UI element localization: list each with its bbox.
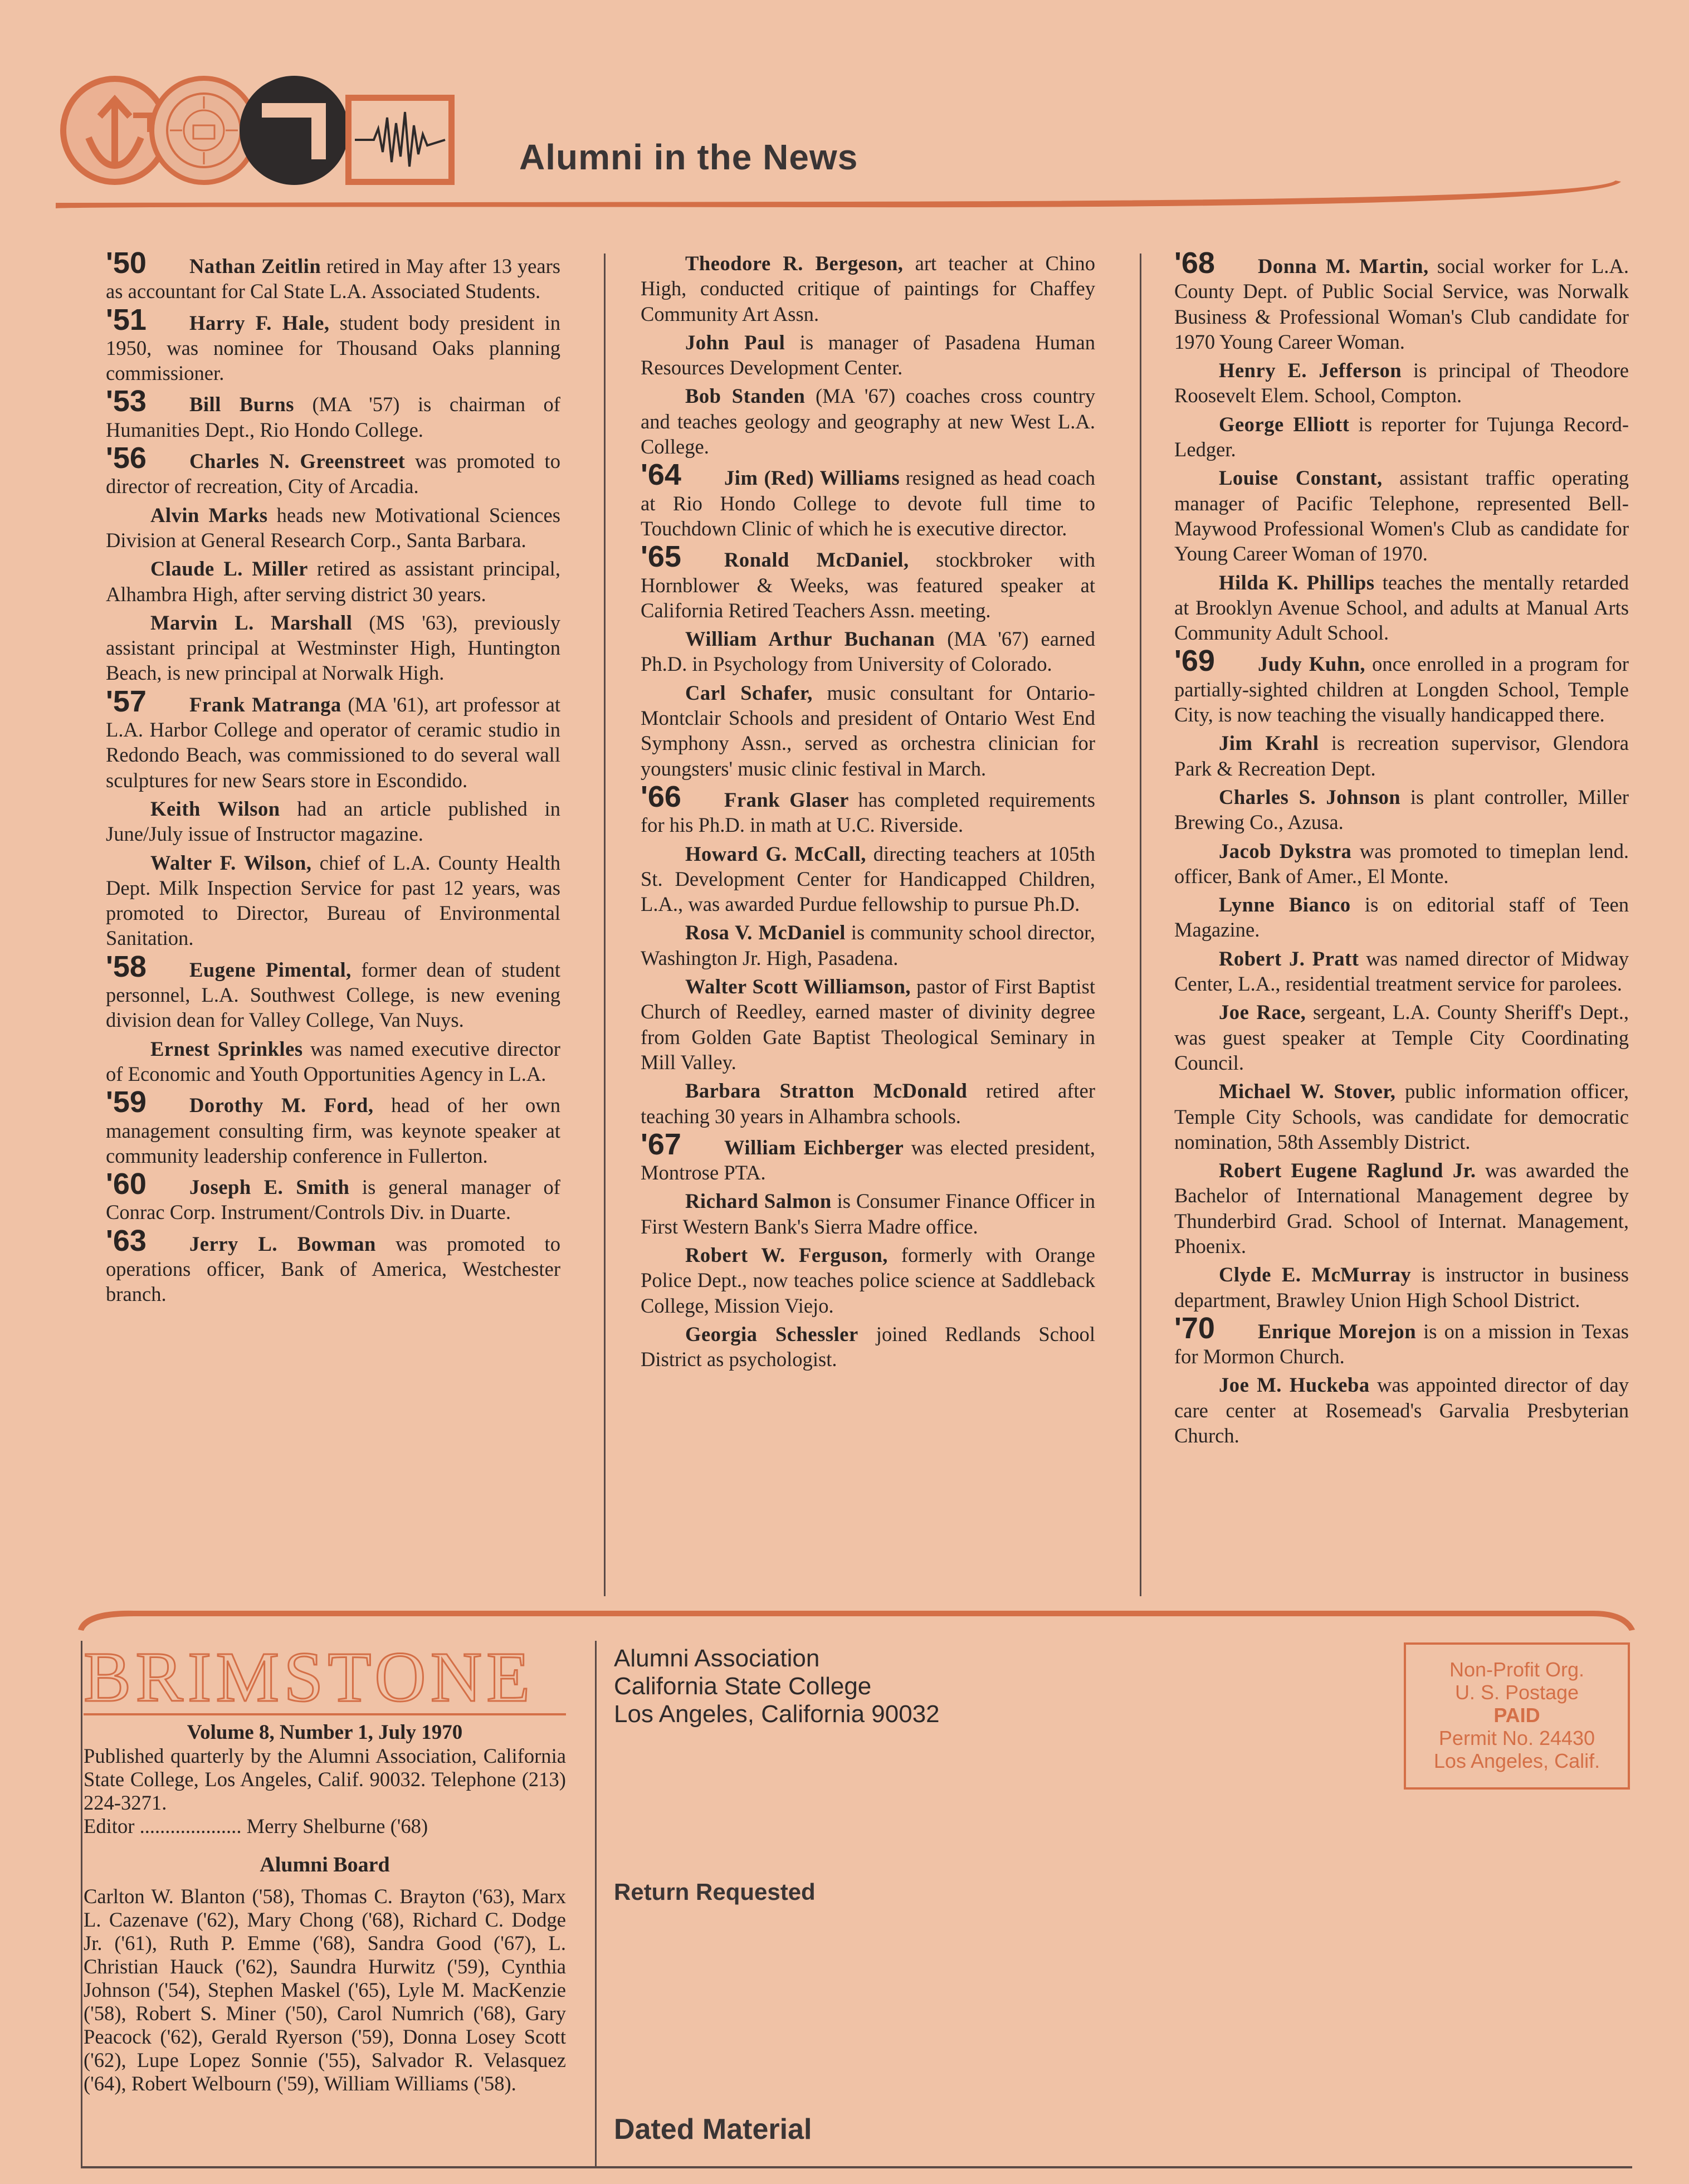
news-text: is principal of Theodore Roosevelt Elem. School, Compton.	[1174, 359, 1629, 407]
class-year: '65	[641, 540, 681, 574]
alumni-name: Charles N. Greenstreet	[189, 450, 406, 473]
news-entry	[641, 1127, 1095, 1186]
alumni-name: Bill Burns	[189, 393, 294, 416]
alumni-name: Robert J. Pratt	[1219, 947, 1359, 970]
alumni-name: Judy Kuhn,	[1258, 652, 1366, 676]
news-text: is recreation supervisor, Glendora Park & Recreation Dept.	[1174, 732, 1629, 780]
volume-line: Volume 8, Number 1, July 1970	[187, 1721, 463, 1744]
alumni-name: Charles S. Johnson	[1219, 785, 1401, 808]
news-text: was named director of Midway Center, L.A., residential treatment service for parolees.	[1174, 947, 1629, 996]
news-entry	[106, 850, 560, 951]
news-text: was awarded the Bachelor of International Management degree by Thunderbird Grad. School of Internat. Management, Phoenix.	[1174, 1159, 1629, 1257]
alumni-name: Frank Matranga	[189, 693, 341, 716]
alumni-name: Joe Race,	[1219, 1001, 1306, 1024]
news-text: is community school director, Washington Jr. High, Pasadena.	[641, 921, 1095, 969]
news-entry	[641, 626, 1095, 677]
news-columns	[106, 246, 1629, 1599]
class-year: '64	[641, 458, 681, 492]
news-text: former dean of student personnel, L.A. Southwest College, is new evening division dean for Valley College, Van Nuys.	[106, 958, 560, 1032]
news-entry	[106, 441, 560, 499]
news-text: is on editorial staff of Teen Magazine.	[1174, 893, 1629, 942]
news-text: is Consumer Finance Officer in First Western Bank's Sierra Madre office.	[641, 1190, 1095, 1238]
news-text: public information officer, Temple City Schools, was candidate for democratic nomination, 58th Assembly District.	[1174, 1080, 1629, 1153]
news-entry	[106, 1167, 560, 1225]
news-entry	[641, 841, 1095, 917]
news-entry	[1174, 1079, 1629, 1154]
news-entry	[106, 684, 560, 793]
class-year: '53	[106, 384, 147, 418]
alumni-name: William Eichberger	[724, 1135, 904, 1159]
news-entry	[106, 1223, 560, 1307]
alumni-name: Dorothy M. Ford,	[189, 1094, 374, 1117]
news-text: student body president in 1950, was nominee for Thousand Oaks planning commissioner.	[106, 311, 560, 385]
return-address-line: Alumni Association	[614, 1645, 820, 1672]
news-entry	[106, 384, 560, 442]
news-text: was elected president, Montrose PTA.	[641, 1135, 1095, 1184]
alumni-name: Frank Glaser	[724, 788, 849, 811]
alumni-name: Enrique Morejon	[1258, 1319, 1417, 1343]
alumni-name: Lynne Bianco	[1219, 893, 1351, 916]
class-year: '68	[1174, 246, 1215, 280]
alumni-name: George Elliott	[1219, 412, 1350, 436]
news-text: once enrolled in a program for partially-sighted children at Longden School, Temple City, is now teaching the visually handicapped there.	[1174, 652, 1629, 727]
alumni-name: Walter F. Wilson,	[150, 851, 312, 874]
alumni-name: Eugene Pimental,	[189, 958, 352, 981]
news-entry	[1174, 570, 1629, 646]
alumni-name: Georgia Schessler	[685, 1322, 858, 1346]
dated-material: Dated Material	[614, 2113, 812, 2146]
masthead	[84, 1637, 566, 2095]
news-entry	[641, 251, 1095, 326]
editor-line: Editor .................... Merry Shelburne ('68)	[84, 1815, 428, 1837]
postage-paid: PAID	[1493, 1704, 1540, 1727]
alumni-name: Jerry L. Bowman	[189, 1232, 376, 1255]
alumni-name: Ernest Sprinkles	[150, 1037, 303, 1060]
alumni-board-members: Carlton W. Blanton ('58), Thomas C. Brayton ('63), Marx L. Cazenave ('62), Mary Chong ('68), Richard C. Dodge Jr. ('61), Ruth P. Emme ('68), Sandra Good ('67), L. Christian Hauck ('62), Saundra Hurwitz ('59), Cynthia Johnson ('54), Stephen Maskel ('65), Lyle M. MacKenzie ('58), Robert S. Miner ('50), Carol Numrich ('68), Gary Peacock ('62), Gerald Ryerson ('59), Donna Losey Scott ('62), Lupe Lopez Sonnie ('55), Salvador R. Velasquez ('64), Robert Welbourn ('59), William Williams ('58).	[84, 1885, 566, 2095]
alumni-board-title: Alumni Board	[260, 1853, 390, 1876]
alumni-name: Ronald McDaniel,	[724, 548, 909, 572]
news-text: social worker for L.A. County Dept. of Public Social Service, was Norwalk Business & Professional Woman's Club candidate for 1970 Young Career Woman.	[1174, 255, 1629, 353]
news-text: teaches the mentally retarded at Brooklyn Avenue School, and adults at Manual Arts Community Adult School.	[1174, 571, 1629, 645]
news-entry	[1174, 838, 1629, 889]
masthead-divider	[595, 1641, 597, 2167]
alumni-name: Keith Wilson	[150, 797, 280, 820]
news-entry	[1174, 358, 1629, 408]
news-entry	[106, 796, 560, 847]
alumni-name: Walter Scott Williamson,	[685, 975, 911, 998]
postage-line: Los Angeles, Calif.	[1433, 1749, 1600, 1772]
news-entry	[641, 1242, 1095, 1318]
news-entry	[106, 949, 560, 1033]
news-entry	[641, 1188, 1095, 1239]
alumni-name: Joe M. Huckeba	[1219, 1373, 1370, 1397]
news-text: retired after teaching 30 years in Alhambra schools.	[641, 1079, 1095, 1128]
news-entry	[106, 610, 560, 686]
alumni-name: John Paul	[685, 330, 785, 354]
news-entry	[106, 303, 560, 386]
news-entry	[1174, 1158, 1629, 1259]
news-text: has completed requirements for his Ph.D. in math at U.C. Riverside.	[641, 788, 1095, 837]
alumni-name: Jim (Red) Williams	[724, 466, 900, 490]
news-text: is reporter for Tujunga Record-Ledger.	[1174, 412, 1629, 461]
alumni-name: Donna M. Martin,	[1258, 255, 1429, 277]
class-year: '70	[1174, 1311, 1215, 1345]
news-text: assistant traffic operating manager of Pacific Telephone, represented Bell-Maywood Professional Women's Club as candidate for Young Career Woman of 1970.	[1174, 466, 1629, 566]
class-year: '66	[641, 779, 681, 813]
alumni-name: Louise Constant,	[1219, 466, 1383, 490]
news-text: head of her own management consulting firm, was keynote speaker at community leadership conference in Fullerton.	[106, 1094, 560, 1167]
postage-line: Non-Profit Org.	[1449, 1658, 1585, 1681]
news-text: is instructor in business department, Brawley Union High School District.	[1174, 1263, 1629, 1312]
news-entry	[641, 540, 1095, 623]
alumni-name: Howard G. McCall,	[685, 842, 866, 865]
alumni-name: William Arthur Buchanan	[685, 627, 935, 651]
news-entry	[1174, 246, 1629, 354]
alumni-name: Theodore R. Bergeson,	[685, 252, 904, 275]
page-title: Alumni in the News	[519, 137, 858, 177]
publication-info: Published quarterly by the Alumni Association, California State College, Los Angeles, Calif. 90032. Telephone (213) 224-3271.	[84, 1744, 566, 1814]
news-text: was promoted to timeplan lend. officer, Bank of Amer., El Monte.	[1174, 839, 1629, 888]
news-text: (MA '67) coaches cross country and teaches geology and geography at new West L.A. College.	[641, 384, 1095, 459]
alumni-name: Claude L. Miller	[150, 557, 308, 581]
alumni-name: Michael W. Stover,	[1219, 1080, 1396, 1103]
alumni-name: Bob Standen	[685, 384, 806, 408]
news-text: was appointed director of day care center at Rosemead's Garvalia Presbyterian Church.	[1174, 1373, 1629, 1447]
alumni-name: Rosa V. McDaniel	[685, 921, 846, 944]
alumni-name: Marvin L. Marshall	[150, 611, 353, 634]
class-year: '63	[106, 1223, 147, 1257]
news-column-2	[641, 251, 1095, 1372]
postage-permit: Permit No. 24430	[1438, 1727, 1595, 1749]
alumni-name: Jim Krahl	[1219, 732, 1319, 755]
postage-indicia	[1404, 1642, 1630, 1790]
news-entry	[1174, 730, 1629, 781]
news-text: (MA '57) is chairman of Humanities Dept., Rio Hondo College.	[106, 393, 560, 441]
news-entry	[641, 458, 1096, 541]
news-entry	[1174, 784, 1629, 835]
news-text: (MS '63), previously assistant principal at Westminster High, Huntington Beach, is new principal at Norwalk High.	[106, 611, 560, 685]
brimstone-logo: BRIMSTONE	[84, 1641, 566, 1715]
alumni-name: Jacob Dykstra	[1219, 839, 1352, 862]
bottom-rule	[81, 2166, 1632, 2168]
masthead-rule	[67, 1607, 1638, 1641]
news-text: directing teachers at 105th St. Development Center for Handicapped Children, L.A., was awarded Purdue fellowship to pursue Ph.D.	[641, 842, 1095, 916]
alumni-name: Hilda K. Phillips	[1219, 571, 1375, 594]
news-text: joined Redlands School District as psychologist.	[641, 1322, 1095, 1371]
class-year: '51	[106, 303, 147, 337]
alumni-name: Robert Eugene Raglund Jr.	[1219, 1159, 1476, 1182]
news-text: (MA '61), art professor at L.A. Harbor College and operator of ceramic studio in Redondo Beach, was commissioned to do several wall sculptures for new Sears store in Escondido.	[106, 693, 560, 792]
news-text: resigned as head coach at Rio Hondo College to devote full time to Touchdown Clinic of which he is executive director.	[641, 466, 1096, 540]
news-text: music consultant for Ontario-Montclair Schools and president of Ontario West End Symphony Assn., served as orchestra clinician for youngsters' music clinic festival in March.	[641, 681, 1095, 780]
masthead-divider-left	[81, 1641, 82, 2167]
news-text: had an article published in June/July issue of Instructor magazine.	[106, 797, 560, 846]
news-entry	[106, 556, 560, 607]
news-text: sergeant, L.A. County Sheriff's Dept., was guest speaker at Temple City Coordinating Council.	[1174, 1001, 1629, 1074]
news-entry	[1174, 412, 1629, 462]
news-entry	[106, 1085, 560, 1168]
class-year: '67	[641, 1127, 681, 1161]
news-text: is on a mission in Texas for Mormon Church.	[1174, 1319, 1629, 1368]
alumni-name: Clyde E. McMurray	[1219, 1263, 1412, 1286]
header-rule	[56, 167, 1638, 217]
alumni-name: Richard Salmon	[685, 1190, 832, 1213]
news-entry	[1174, 644, 1629, 727]
news-entry	[106, 503, 560, 553]
news-entry	[106, 1036, 560, 1087]
news-entry	[1174, 946, 1629, 997]
news-text: chief of L.A. County Health Dept. Milk Inspection Service for past 12 years, was promoted to Director, Bureau of Environmental Sanitation.	[106, 851, 561, 950]
class-year: '50	[106, 246, 147, 280]
return-address-line: Los Angeles, California 90032	[614, 1700, 940, 1728]
news-text: art teacher at Chino High, conducted critique of paintings for Chaffey Community Art Assn.	[641, 252, 1095, 325]
class-year: '69	[1174, 644, 1215, 678]
news-entry	[641, 920, 1095, 971]
alumni-name: Alvin Marks	[150, 503, 268, 526]
news-text: was promoted to director of recreation, City of Arcadia.	[106, 450, 560, 498]
postage-line: U. S. Postage	[1454, 1681, 1579, 1704]
news-text: was promoted to operations officer, Bank of America, Westchester branch.	[106, 1232, 560, 1306]
class-year: '60	[106, 1167, 147, 1201]
news-column-3	[1174, 246, 1629, 1448]
alumni-name: Joseph E. Smith	[189, 1176, 350, 1199]
news-entry	[641, 1322, 1095, 1372]
news-entry	[1174, 1000, 1629, 1075]
news-text: heads new Motivational Sciences Division at General Research Corp., Santa Barbara.	[106, 503, 560, 552]
class-year: '57	[106, 684, 147, 718]
news-entry	[1174, 1372, 1629, 1448]
news-entry	[641, 330, 1095, 381]
alumni-name: Henry E. Jefferson	[1219, 359, 1402, 382]
news-text: stockbroker with Hornblower & Weeks, was featured speaker at California Retired Teachers Assn. meeting.	[641, 548, 1095, 622]
return-address	[614, 1645, 940, 1728]
alumni-name: Carl Schafer,	[685, 681, 813, 704]
news-entry	[641, 779, 1095, 838]
alumni-name: Barbara Stratton McDonald	[685, 1079, 968, 1103]
class-year: '58	[106, 949, 147, 983]
news-entry	[641, 974, 1095, 1075]
news-entry	[106, 246, 561, 304]
news-text: is general manager of Conrac Corp. Instrument/Controls Div. in Duarte.	[106, 1176, 560, 1224]
news-entry	[1174, 892, 1629, 943]
news-text: formerly with Orange Police Dept., now teaches police science at Saddleback College, Mission Viejo.	[641, 1243, 1096, 1317]
news-entry	[1174, 465, 1629, 566]
return-address-line: California State College	[614, 1673, 872, 1700]
news-text: is plant controller, Miller Brewing Co., Azusa.	[1174, 785, 1629, 834]
class-year: '56	[106, 441, 147, 475]
return-requested: Return Requested	[614, 1879, 816, 1905]
news-entry	[641, 680, 1095, 781]
news-column-1	[106, 246, 561, 1307]
news-entry	[1174, 1311, 1629, 1369]
news-text: pastor of First Baptist Church of Reedley, earned master of divinity degree from Golden Gate Baptist Theological Seminary in Mill Valley.	[641, 975, 1095, 1074]
news-text: retired in May after 13 years as accountant for Cal State L.A. Associated Students.	[106, 255, 561, 303]
news-text: is manager of Pasadena Human Resources Development Center.	[641, 330, 1095, 379]
news-entry	[641, 383, 1095, 459]
alumni-name: Robert W. Ferguson,	[685, 1243, 888, 1266]
alumni-name: Harry F. Hale,	[189, 311, 330, 334]
news-entry	[1174, 1262, 1629, 1313]
news-entry	[641, 1078, 1095, 1129]
news-text: retired as assistant principal, Alhambra High, after serving district 30 years.	[106, 557, 560, 606]
class-year: '59	[106, 1085, 147, 1119]
news-text: was named executive director of Economic and Youth Opportunities Agency in L.A.	[106, 1037, 560, 1085]
alumni-name: Nathan Zeitlin	[189, 255, 321, 277]
news-text: (MA '67) earned Ph.D. in Psychology from University of Colorado.	[641, 627, 1095, 676]
